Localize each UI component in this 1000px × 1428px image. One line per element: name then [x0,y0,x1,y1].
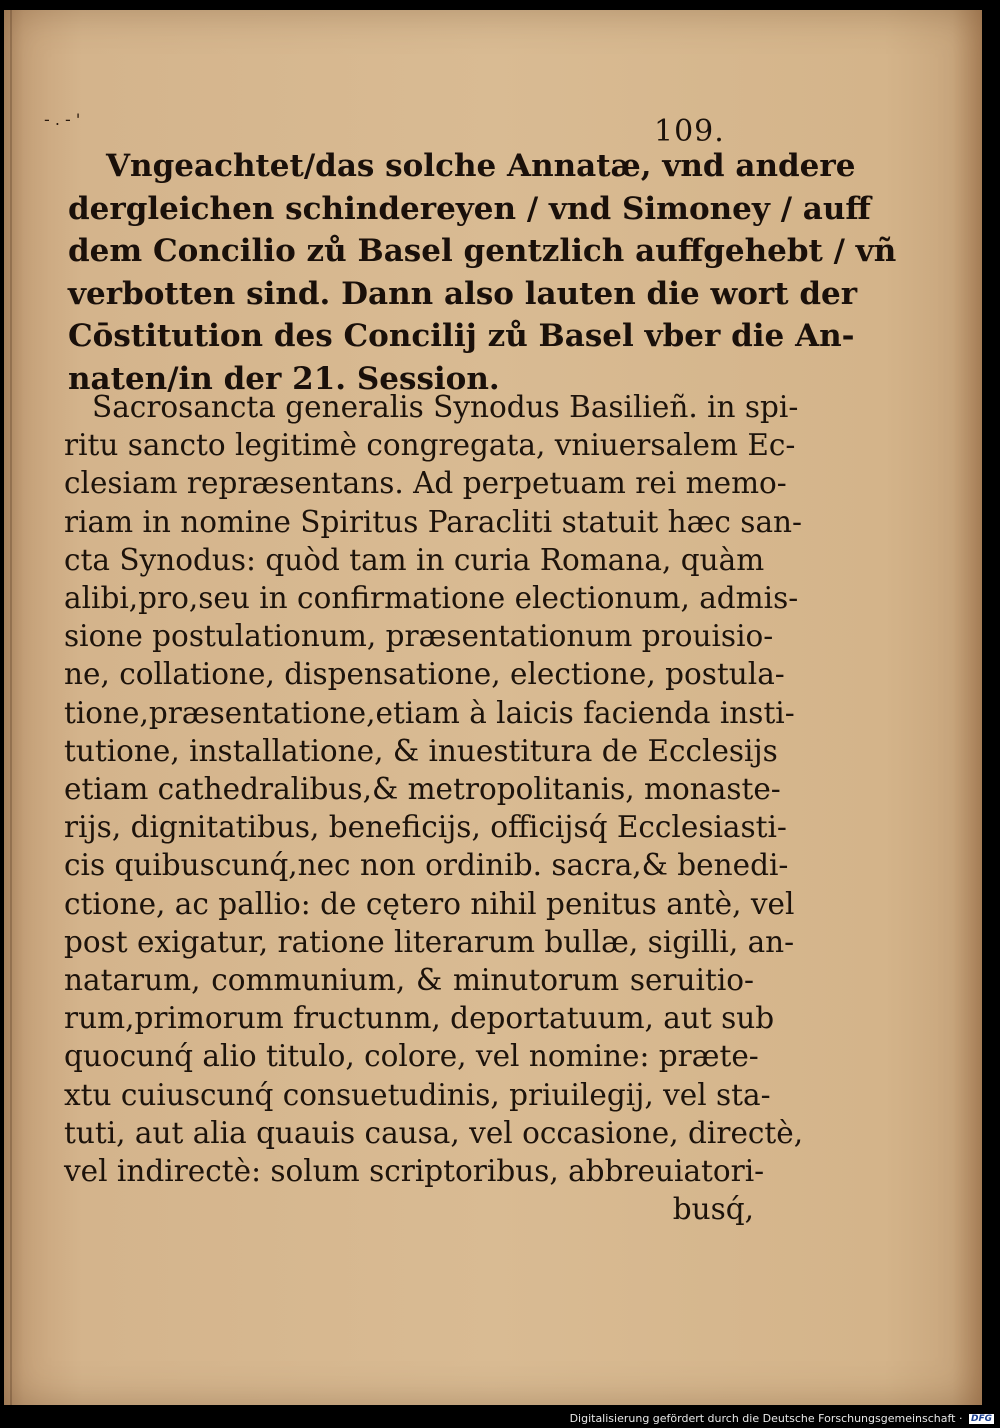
body-line: xtu cuiuscunq́ consuetudinis, priuilegij, vel sta- [64,1077,771,1112]
catchword: busq́, [672,1192,754,1227]
credit-text: Digitalisierung gefördert durch die Deutsche Forschungsgemeinschaft · [569,1412,963,1425]
body-line: vel indirectè: solum scriptoribus, abbreuiatori- [64,1154,765,1189]
body-line: riam in nomine Spiritus Paracliti statuit hæc san- [64,504,803,539]
heading-line: dem Concilio zů Basel gentzlich auffgehebt / vñ [68,233,897,269]
dfg-logo: DFG [970,1414,992,1424]
page-number: 109. [654,114,725,149]
book-page [4,10,982,1405]
digitization-credit [570,1412,994,1425]
body-line: clesiam repræsentans. Ad perpetuam rei memo- [64,466,787,501]
body-line: quocunq́ alio titulo, colore, vel nomine: præte- [64,1039,759,1074]
body-line: sione postulationum, præsentationum prouisio- [64,619,774,654]
heading-line: verbotten sind. Dann also lauten die wort der [68,275,858,312]
heading-line: Vngeachtet/das solche Annatæ, vnd andere [106,148,856,184]
body-line: tutione, installatione, & inuestitura de Ecclesijs [64,733,778,768]
body-line: cis quibuscunq́,nec non ordinib. sacra,& benedi- [64,848,789,883]
heading-paragraph [68,145,897,400]
body-line: rum,primorum fructunm, deportatuum, aut sub [64,1001,775,1036]
body-line: cta Synodus: quòd tam in curia Romana, quàm [64,542,765,577]
body-line: Sacrosancta generalis Synodus Basilieñ. in spi- [92,390,799,424]
body-line: tuti, aut alia quauis causa, vel occasione, directè, [64,1115,804,1150]
heading-line: naten/in der 21. Session. [68,360,500,397]
heading-line: dergleichen schindereyen / vnd Simoney / auff [68,190,871,227]
body-line: alibi,pro,seu in confirmatione electionum, admis- [64,581,799,616]
heading-line: Cōstitution des Concilij zů Basel vber die An- [68,318,855,354]
body-line: natarum, communium, & minutorum seruitio- [64,963,754,998]
body-line: tione,præsentatione,etiam à laicis facienda insti- [64,695,795,730]
body-line: etiam cathedralibus,& metropolitanis, monaste- [64,772,781,807]
body-line: post exigatur, ratione literarum bullæ, sigilli, an- [64,924,795,959]
body-line: ritu sancto legitimè congregata, vniuersalem Ec- [64,428,796,463]
corner-mark: - . - ' [44,110,81,129]
body-line: rijs, dignitatibus, beneficijs, officijsq́ Ecclesiasti- [64,810,787,845]
page-gutter [10,10,12,1405]
body-line: ctione, ac pallio: de cętero nihil penitus antè, vel [64,886,795,921]
body-line: ne, collatione, dispensatione, electione, postula- [64,657,785,692]
body-paragraph [64,388,804,1228]
